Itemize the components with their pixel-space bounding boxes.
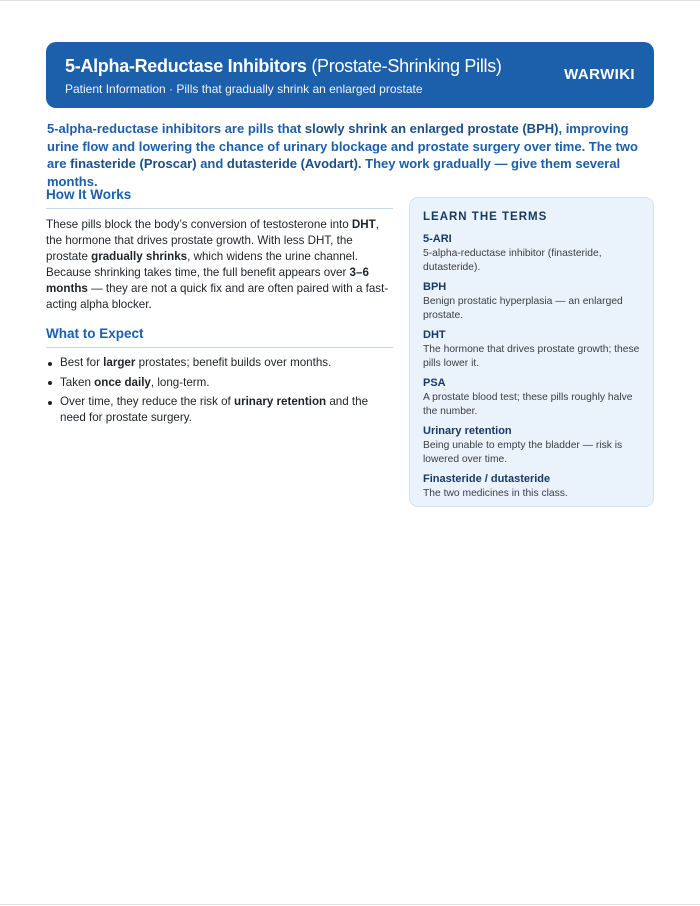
hiw-bold-3: 3–6 months	[46, 266, 369, 295]
how-it-works-heading: How It Works	[46, 186, 393, 209]
bottom-border	[0, 904, 700, 905]
page-subtitle: Patient Information · Pills that gradually shrink an enlarged prostate	[65, 82, 423, 96]
list-item	[46, 394, 393, 426]
hiw-text-4: — they are not a quick fix and are often paired with a fast-acting alpha blocker.	[46, 282, 389, 311]
term-name: BPH	[423, 281, 447, 293]
page-title	[65, 55, 635, 77]
lead-bold-1: slowly shrink an enlarged prostate (BPH)	[304, 121, 559, 136]
term-name: Urinary retention	[423, 425, 512, 437]
term-definition: The hormone that drives prostate growth; these pills lower it.	[423, 344, 640, 369]
term-definition: A prostate blood test; these pills roughly halve the number.	[423, 392, 633, 417]
lead-text-4: . They work gradually — give them several months.	[47, 156, 621, 189]
term-definition: The two medicines in this class.	[423, 488, 568, 499]
title-main: 5-Alpha-Reductase Inhibitors	[65, 56, 307, 76]
hiw-text-3: , which widens the urine channel. Because shrinking takes time, the full benefit appears over	[46, 250, 358, 279]
term-name: 5-ARI	[423, 233, 452, 245]
lead-text-2: , improving urine flow and lowering the chance of urinary blockage and prostate surgery over time. The two are	[47, 121, 638, 172]
term-name: PSA	[423, 377, 446, 389]
term-name: Finasteride / dutasteride	[423, 473, 551, 485]
bullet-text: and the need for prostate surgery.	[60, 395, 369, 424]
term-entry	[423, 328, 640, 371]
lead-text-1: 5-alpha-reductase inhibitors are pills that	[47, 121, 305, 136]
term-entry	[423, 280, 640, 323]
bullet-bold: larger	[103, 356, 136, 369]
lead-bold-3: dutasteride (Avodart)	[226, 156, 358, 172]
list-item	[46, 375, 393, 391]
title-paren: (Prostate-Shrinking Pills)	[311, 56, 502, 76]
term-name: DHT	[423, 329, 446, 341]
bullet-bold: urinary retention	[233, 395, 327, 408]
term-definition: Benign prostatic hyperplasia — an enlarged prostate.	[423, 296, 623, 321]
bullet-text: Best for	[60, 356, 104, 369]
header-banner	[46, 42, 654, 108]
bullet-text: prostates; benefit builds over months.	[135, 356, 332, 369]
bullet-text: Taken	[60, 375, 95, 389]
hiw-text-2: , the hormone that drives prostate growth. With less DHT, the prostate	[46, 218, 379, 263]
lead-bold-2: finasteride (Proscar)	[70, 156, 197, 172]
top-border	[0, 0, 700, 1]
term-entry	[423, 232, 640, 275]
terms-title: LEARN THE TERMS	[423, 211, 548, 223]
list-item	[46, 355, 393, 371]
term-definition: 5-alpha-reductase inhibitor (finasteride, dutasteride).	[423, 248, 602, 273]
bullet-text: Over time, they reduce the risk of	[60, 395, 234, 408]
term-definition: Being unable to empty the bladder — risk is lowered over time.	[423, 440, 623, 465]
hiw-bold-2: gradually shrinks	[91, 250, 188, 263]
bullet-bold: once daily	[94, 375, 151, 389]
how-it-works-paragraph	[46, 217, 393, 313]
hiw-bold-1: DHT	[351, 218, 376, 231]
main-column	[46, 186, 393, 430]
what-to-expect-heading: What to Expect	[46, 325, 393, 348]
term-entry	[423, 376, 640, 419]
brand-logo: WARWIKI	[564, 66, 635, 83]
term-entry	[423, 424, 640, 467]
lead-paragraph	[47, 120, 659, 190]
expect-list	[46, 355, 393, 426]
hiw-text-1: These pills block the body’s conversion of testosterone into	[46, 218, 352, 231]
term-entry	[423, 472, 640, 501]
learn-the-terms-box	[409, 197, 654, 507]
lead-text-3: and	[196, 156, 227, 172]
bullet-text: , long-term.	[150, 375, 210, 389]
